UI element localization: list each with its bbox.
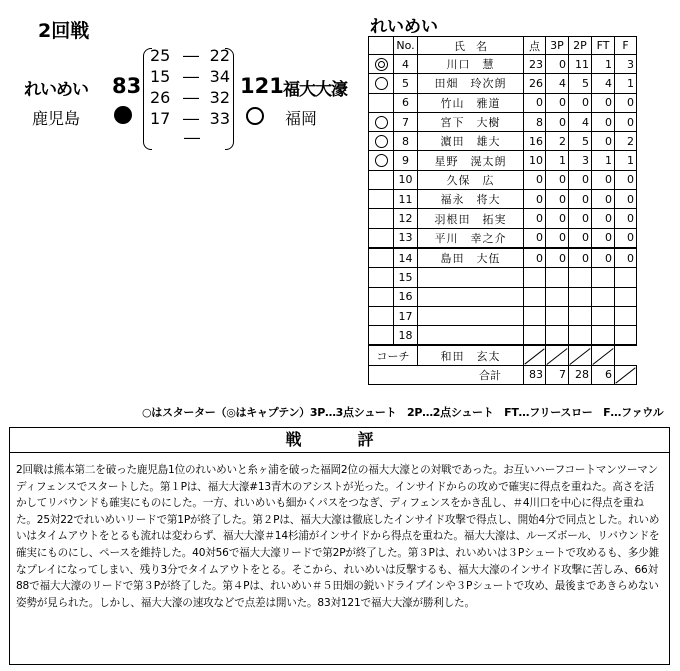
player-ft: 0	[592, 248, 615, 268]
player-2p	[569, 287, 592, 306]
quarter-dash: ―	[183, 67, 199, 86]
player-2p: 0	[569, 248, 592, 268]
coach-empty-cell	[524, 345, 546, 365]
player-fouls: 0	[615, 170, 637, 189]
player-3p: 0	[546, 93, 569, 112]
player-number: 16	[394, 287, 418, 306]
player-fouls: 0	[615, 209, 637, 228]
win-open-circle-icon	[246, 107, 264, 125]
player-mark	[369, 248, 394, 268]
player-ft	[592, 326, 615, 346]
quarter-3-row	[150, 88, 230, 107]
player-row	[369, 112, 637, 131]
review-body: 2回戦は熊本第二を破った鹿児島1位のれいめいと糸ヶ浦を破った福岡2位の福大大濠との対戦であった。お互いハーフコートマンツーマンディフェンスでスタートした。第１Pは、福大大濠#13青木のアシストが光った。インサイドからの攻めで確実に得点を重ねた。高さを活かしてリバウンドも確実にものにした。一方、れいめいも細かくパスをつなぎ、ディフェンスをかき乱し、＃4川口を中心に得点を重ねた。25対22でれいめいリードで第1Pが終了した。第２Pは、福大大濠は徹底したインサイド攻撃で得点し、開始4分で同点とした。れいめいはタイムアウトをとるも流れは変わらず、福大大濠＃14杉浦がインサイドから得点を重ねた。福大大濠は、ルーズボール、リバウンドを確実にものにし、ペースを維持した。40対56で福大大濠リードで第2Pが終了した。第３Pは、れいめいは３Pシュートで攻めるも、多少雑なプレイになってしまい、残り3分でタイムアウトをとる。そこから、れいめいは反撃するも、福大大濠のインサイド攻撃に苦しみ、66対88で福大大濠のリードで第３Pが終了した。第４Pは、れいめい＃５田畑の鋭いドライブインや３Pシュートで攻め、最後まであきらめない姿勢が見られた。しかし、福大大濠の速攻などで点差は開いた。83対121で福大大濠が勝利した。	[16, 464, 660, 609]
player-2p: 3	[569, 151, 592, 170]
quarter-3-home-score: 26	[150, 88, 171, 107]
game-review-box	[9, 427, 670, 665]
coach-empty-cell	[592, 345, 615, 365]
player-number: 11	[394, 190, 418, 209]
totals-fouls-cell	[615, 365, 637, 384]
player-2p: 4	[569, 112, 592, 131]
player-points: 0	[524, 228, 546, 248]
player-row	[369, 248, 637, 268]
player-fouls: 1	[615, 74, 637, 93]
player-ft: 1	[592, 151, 615, 170]
player-name: 宮下 大樹	[418, 112, 524, 131]
player-name: 濵田 雄大	[418, 132, 524, 151]
header-3p: 3P	[546, 37, 569, 55]
player-name	[418, 268, 524, 287]
home-team-name: れいめい	[24, 80, 88, 100]
legend-text: ○はスターター（◎はキャプテン）3P…3点シュート 2P…2点シュート FT…フリースロー F…ファウル	[142, 406, 664, 419]
player-mark	[369, 268, 394, 287]
player-name: 羽根田 拓実	[418, 209, 524, 228]
player-2p: 0	[569, 190, 592, 209]
player-number: 12	[394, 209, 418, 228]
player-row	[369, 170, 637, 189]
player-3p: 0	[546, 248, 569, 268]
player-points: 0	[524, 170, 546, 189]
player-mark	[369, 209, 394, 228]
quarter-4-home-score: 17	[150, 109, 171, 128]
player-number: 15	[394, 268, 418, 287]
player-3p: 0	[546, 112, 569, 131]
player-fouls: 0	[615, 190, 637, 209]
player-2p: 0	[569, 228, 592, 248]
player-name: 竹山 雅道	[418, 93, 524, 112]
totals-ft: 6	[592, 365, 615, 384]
player-number: 10	[394, 170, 418, 189]
player-ft: 0	[592, 93, 615, 112]
player-points	[524, 268, 546, 287]
player-3p	[546, 268, 569, 287]
player-row	[369, 151, 637, 170]
player-name: 島田 大伍	[418, 248, 524, 268]
box-score-team-title: れいめい	[370, 17, 438, 37]
header-name: 氏 名	[418, 37, 524, 55]
player-2p: 11	[569, 55, 592, 74]
header-fouls: F	[615, 37, 637, 55]
player-mark	[369, 326, 394, 346]
player-row	[369, 268, 637, 287]
coach-fouls-cell	[615, 345, 637, 365]
starter-circle-icon	[375, 77, 388, 90]
player-ft: 0	[592, 170, 615, 189]
away-team-name: 福大大濠	[283, 80, 347, 100]
player-ft: 0	[592, 112, 615, 131]
player-2p: 5	[569, 74, 592, 93]
totals-row	[369, 365, 637, 384]
player-ft	[592, 306, 615, 325]
player-row	[369, 287, 637, 306]
player-3p	[546, 306, 569, 325]
player-mark	[369, 55, 394, 74]
player-row	[369, 74, 637, 93]
away-team-prefecture: 福岡	[285, 109, 318, 128]
player-number: 6	[394, 93, 418, 112]
overtime-dash: ―	[184, 128, 200, 147]
starter-circle-icon	[375, 116, 388, 129]
player-3p: 4	[546, 74, 569, 93]
player-3p: 0	[546, 209, 569, 228]
quarter-1-home-score: 25	[150, 46, 171, 65]
player-points: 8	[524, 112, 546, 131]
player-points: 10	[524, 151, 546, 170]
box-body	[369, 55, 637, 346]
player-mark	[369, 132, 394, 151]
player-number: 9	[394, 151, 418, 170]
player-3p: 0	[546, 170, 569, 189]
player-name	[418, 326, 524, 346]
quarter-dash: ―	[183, 109, 199, 128]
quarter-1-row	[150, 46, 230, 65]
player-fouls: 1	[615, 151, 637, 170]
player-row	[369, 190, 637, 209]
player-ft: 0	[592, 190, 615, 209]
player-number: 14	[394, 248, 418, 268]
player-points	[524, 287, 546, 306]
player-points: 0	[524, 248, 546, 268]
player-ft: 0	[592, 132, 615, 151]
starter-circle-icon	[375, 154, 388, 167]
quarter-2-away-score: 34	[209, 67, 230, 86]
player-name	[418, 287, 524, 306]
player-2p: 5	[569, 132, 592, 151]
player-3p: 2	[546, 132, 569, 151]
player-ft	[592, 268, 615, 287]
player-fouls	[615, 306, 637, 325]
coach-row	[369, 345, 637, 365]
header-2p: 2P	[569, 37, 592, 55]
quarter-2-home-score: 15	[150, 67, 171, 86]
player-row	[369, 228, 637, 248]
player-number: 17	[394, 306, 418, 325]
player-name: 久保 広	[418, 170, 524, 189]
box-score-table	[368, 36, 637, 385]
player-row	[369, 326, 637, 346]
loss-filled-circle-icon	[114, 106, 132, 124]
header-no: No.	[394, 37, 418, 55]
header-points: 点	[524, 37, 546, 55]
totals-points: 83	[524, 365, 546, 384]
player-row	[369, 209, 637, 228]
player-name: 川口 慧	[418, 55, 524, 74]
player-fouls: 0	[615, 112, 637, 131]
header-ft: FT	[592, 37, 615, 55]
player-mark	[369, 112, 394, 131]
player-fouls: 0	[615, 93, 637, 112]
player-3p	[546, 287, 569, 306]
player-3p: 0	[546, 190, 569, 209]
player-points	[524, 306, 546, 325]
player-3p: 0	[546, 228, 569, 248]
player-points: 26	[524, 74, 546, 93]
player-3p: 0	[546, 55, 569, 74]
player-number: 7	[394, 112, 418, 131]
player-number: 8	[394, 132, 418, 151]
player-2p	[569, 268, 592, 287]
player-name: 田畑 玲次朗	[418, 74, 524, 93]
quarter-dash: ―	[183, 46, 199, 65]
player-2p: 0	[569, 93, 592, 112]
player-2p: 0	[569, 209, 592, 228]
player-fouls	[615, 326, 637, 346]
player-row	[369, 55, 637, 74]
player-3p	[546, 326, 569, 346]
player-ft: 1	[592, 55, 615, 74]
player-fouls: 2	[615, 132, 637, 151]
player-ft: 0	[592, 209, 615, 228]
player-ft: 0	[592, 228, 615, 248]
coach-label: コーチ	[369, 345, 418, 365]
player-fouls: 0	[615, 228, 637, 248]
player-fouls: 0	[615, 248, 637, 268]
player-points: 0	[524, 209, 546, 228]
home-team-prefecture: 鹿児島	[32, 109, 81, 128]
quarter-2-row	[150, 67, 230, 86]
player-points: 0	[524, 93, 546, 112]
home-team-score: 83	[112, 74, 142, 98]
player-fouls	[615, 287, 637, 306]
player-number: 5	[394, 74, 418, 93]
player-2p	[569, 326, 592, 346]
player-number: 13	[394, 228, 418, 248]
quarter-dash: ―	[183, 88, 199, 107]
player-points	[524, 326, 546, 346]
starter-circle-icon	[375, 135, 388, 148]
header-mark	[369, 37, 394, 55]
captain-double-circle-icon	[375, 58, 388, 71]
quarter-4-row	[150, 109, 230, 128]
totals-2p: 28	[569, 365, 592, 384]
box-header-row	[369, 37, 637, 55]
player-row	[369, 132, 637, 151]
player-fouls	[615, 268, 637, 287]
quarter-3-away-score: 32	[209, 88, 230, 107]
player-name: 星野 滉太朗	[418, 151, 524, 170]
player-mark	[369, 74, 394, 93]
coach-empty-cell	[546, 345, 569, 365]
player-fouls: 3	[615, 55, 637, 74]
totals-label: 合計	[369, 365, 524, 384]
player-3p: 1	[546, 151, 569, 170]
coach-name: 和田 玄太	[418, 345, 524, 365]
totals-3p: 7	[546, 365, 569, 384]
player-row	[369, 93, 637, 112]
review-title: 戦 評	[10, 428, 669, 453]
player-points: 23	[524, 55, 546, 74]
player-mark	[369, 93, 394, 112]
player-mark	[369, 151, 394, 170]
player-number: 4	[394, 55, 418, 74]
player-name: 平川 幸之介	[418, 228, 524, 248]
player-mark	[369, 228, 394, 248]
player-ft	[592, 287, 615, 306]
quarter-1-away-score: 22	[209, 46, 230, 65]
player-mark	[369, 306, 394, 325]
round-label: 2回戦	[38, 20, 90, 42]
player-ft: 4	[592, 74, 615, 93]
player-mark	[369, 170, 394, 189]
player-name	[418, 306, 524, 325]
player-number: 18	[394, 326, 418, 346]
player-mark	[369, 287, 394, 306]
away-team-score: 121	[240, 74, 284, 98]
player-row	[369, 306, 637, 325]
player-points: 0	[524, 190, 546, 209]
player-name: 福永 将大	[418, 190, 524, 209]
coach-empty-cell	[569, 345, 592, 365]
quarter-4-away-score: 33	[209, 109, 230, 128]
player-2p: 0	[569, 170, 592, 189]
player-2p	[569, 306, 592, 325]
player-points: 16	[524, 132, 546, 151]
player-mark	[369, 190, 394, 209]
